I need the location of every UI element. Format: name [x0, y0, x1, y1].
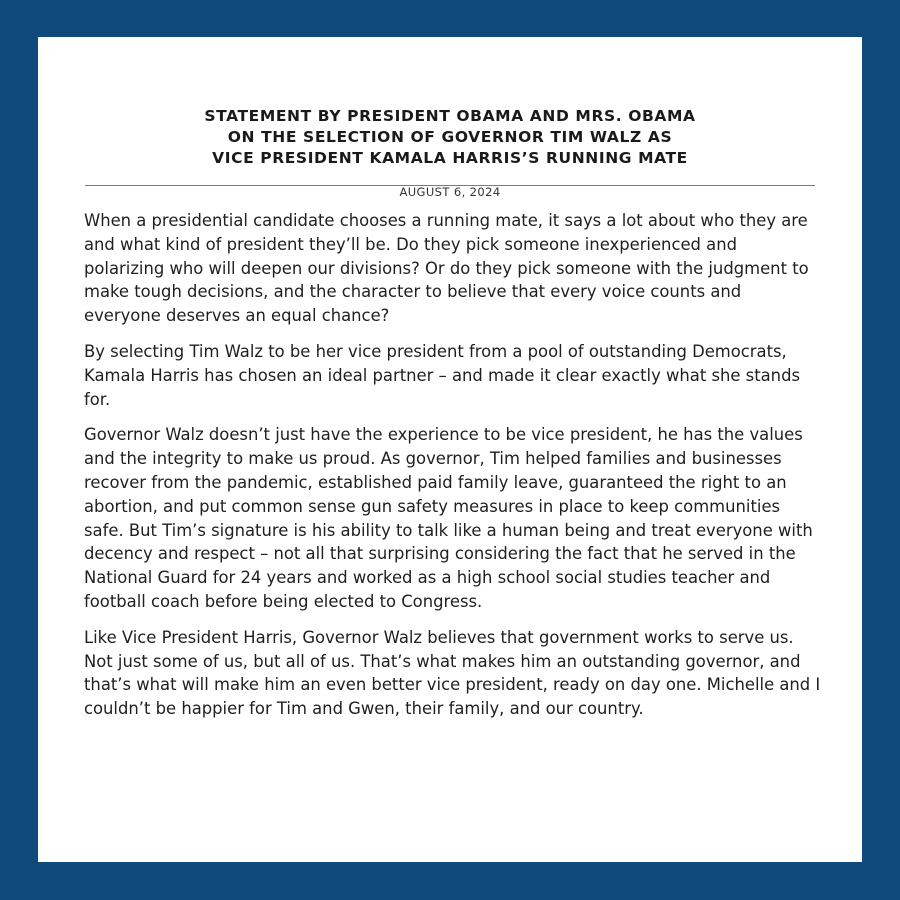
paragraph-3: Governor Walz doesn’t just have the experience to be vice president, he has the values and the integrity to make us proud. As governor, Tim helped families and businesses recover from the pandemic, established paid family leave, guaranteed the right to an abortion, and put common sense gun safety measures in place to keep communities safe. But Tim’s signature is his ability to talk like a human being and treat everyone with decency and respect – not all that surprising considering the fact that he served in the National Guard for 24 years and worked as a high school social studies teacher and football coach before being elected to Congress.	[84, 425, 813, 611]
header-divider	[85, 185, 815, 186]
title-line-2: ON THE SELECTION OF GOVERNOR TIM WALZ AS	[227, 128, 673, 146]
paragraph-2: By selecting Tim Walz to be her vice president from a pool of outstanding Democrats, Kamala Harris has chosen an ideal partner – and made it clear exactly what she stands for.	[84, 341, 801, 409]
statement-card	[38, 37, 862, 862]
paragraph-1: When a presidential candidate chooses a running mate, it says a lot about who they are and what kind of president they’ll be. Do they pick someone inexperienced and polarizing who will deepen our divisions? Or do they pick someone with the judgment to make tough decisions, and the character to believe that every voice counts and everyone deserves an equal chance?	[84, 211, 809, 326]
title-line-1: STATEMENT BY PRESIDENT OBAMA AND MRS. OBAMA	[204, 107, 696, 125]
paragraph-4: Like Vice President Harris, Governor Walz believes that government works to serve us. Not just some of us, but all of us. That’s what makes him an outstanding governor, and that’s what will make him an even better vice president, ready on day one. Michelle and I couldn’t be happier for Tim and Gwen, their family, and our country.	[84, 627, 821, 719]
statement-title	[38, 106, 862, 169]
statement-date: AUGUST 6, 2024	[399, 185, 501, 199]
statement-body	[84, 209, 822, 733]
title-line-3: VICE PRESIDENT KAMALA HARRIS’S RUNNING MATE	[212, 149, 688, 167]
